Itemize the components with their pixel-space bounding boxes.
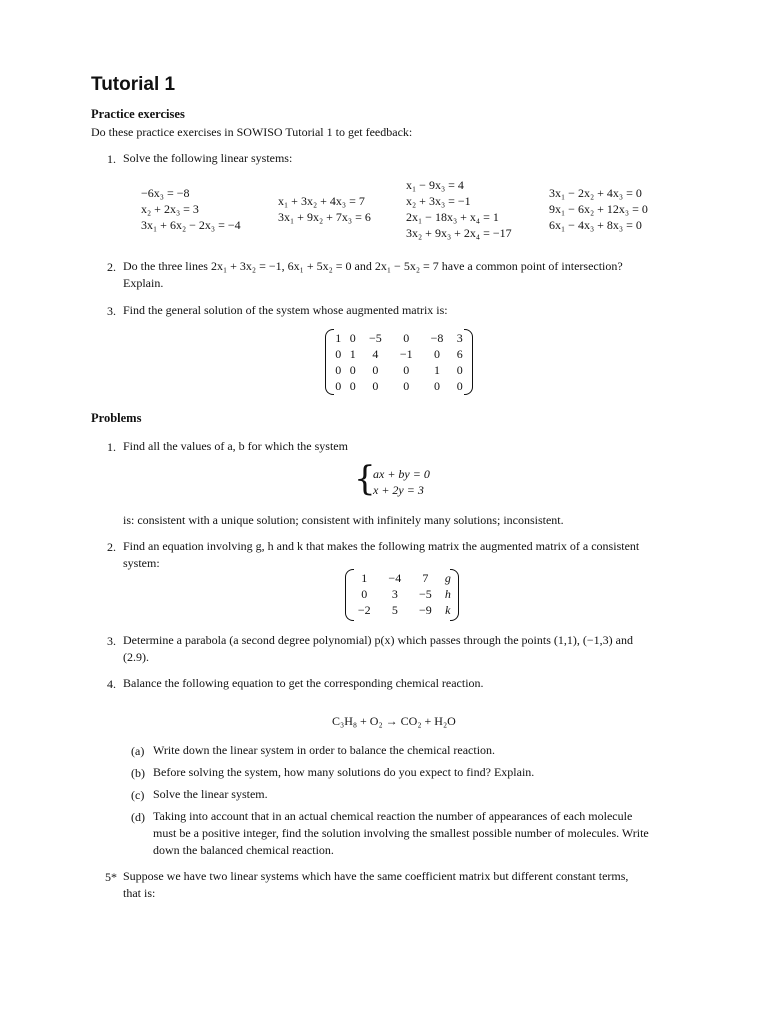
equation: x + 2y = 3: [373, 483, 424, 497]
matrix-cell: 1: [434, 363, 441, 377]
sub-label: (b): [131, 766, 145, 780]
problem-text-after: is: consistent with a unique solution; consistent with infinitely many solutions; inconsistent.: [123, 513, 564, 527]
sub-text: Write down the linear system in order to balance the chemical reaction.: [153, 743, 496, 757]
matrix-cell: 0: [349, 331, 356, 345]
matrix-cell: −8: [430, 331, 444, 345]
matrix-cell: h: [444, 587, 451, 601]
matrix-cell: 0: [349, 379, 356, 393]
practice-item-text: Do the three lines 2x₁ + 3x₂ = −1, 6x₁ + 5x₂ = 0 and 2x₁ − 5x₂ = 7 have a common point of intersection?: [123, 259, 623, 273]
matrix-cell: 0: [335, 347, 342, 361]
sub-text: Taking into account that in an actual chemical reaction the number of appearances of each molecule: [153, 809, 633, 823]
matrix-cell: 0: [335, 379, 342, 393]
linear-system-b: [278, 193, 371, 225]
equation: 3x₁ − 2x₂ + 4x₃ = 0: [549, 186, 642, 200]
matrix-cell: 6: [456, 347, 463, 361]
equation: 9x₁ − 6x₂ + 12x₃ = 0: [549, 202, 648, 216]
practice-intro: Do these practice exercises in SOWISO Tutorial 1 to get feedback:: [91, 125, 413, 139]
matrix-cell: −5: [368, 331, 382, 345]
matrix-cell: 4: [372, 347, 379, 361]
sub-text: Solve the linear system.: [153, 787, 268, 801]
equation: x₂ + 2x₃ = 3: [141, 202, 199, 216]
equation: 3x₁ + 6x₂ − 2x₃ = −4: [141, 218, 241, 232]
linear-system-a: [141, 185, 241, 233]
equation: 3x₁ + 9x₂ + 7x₃ = 6: [278, 210, 371, 224]
practice-item-text: Solve the following linear systems:: [123, 151, 293, 165]
sub-label: (a): [131, 744, 145, 758]
practice-item-text: Find the general solution of the system whose augmented matrix is:: [123, 303, 448, 317]
matrix-cell: −1: [399, 347, 413, 361]
equation: ax + by = 0: [373, 467, 430, 481]
practice-item-number: 2.: [107, 260, 116, 274]
matrix-cell: 1: [335, 331, 342, 345]
sub-text: Before solving the system, how many solutions do you expect to find? Explain.: [153, 765, 535, 779]
system-brace: {: [354, 459, 376, 499]
matrix-cell: 0: [434, 379, 441, 393]
sub-text-cont: must be a positive integer, find the solution involving the smallest possible number of molecules. Write: [153, 826, 649, 840]
problem-number: 5*: [105, 870, 117, 884]
problem-number: 1.: [107, 440, 116, 454]
matrix-cell: 0: [456, 379, 463, 393]
equation: x₁ − 9x₃ = 4: [406, 178, 464, 192]
problem-text: Find an equation involving g, h and k that makes the following matrix the augmented matrix of a consistent: [123, 539, 640, 553]
matrix-cell: 0: [372, 379, 379, 393]
matrix-cell: 7: [422, 571, 429, 585]
linear-system-d: [549, 185, 648, 233]
sub-label: (d): [131, 810, 145, 824]
matrix-cell: 1: [349, 347, 356, 361]
problem-text-cont: that is:: [123, 886, 156, 900]
equation: x₂ + 3x₃ = −1: [406, 194, 471, 208]
problem-text: Suppose we have two linear systems which have the same coefficient matrix but different constant terms,: [123, 869, 629, 883]
problem-system: [373, 466, 430, 498]
matrix-cell: 0: [434, 347, 441, 361]
matrix-cell: 3: [391, 587, 398, 601]
equation: 3x₂ + 9x₃ + 2x₄ = −17: [406, 226, 512, 240]
matrix-cell: 0: [456, 363, 463, 377]
practice-item-number: 3.: [107, 304, 116, 318]
problem-text-cont: (2.9).: [123, 650, 149, 664]
equation: x₁ + 3x₂ + 4x₃ = 7: [278, 194, 365, 208]
equation: 6x₁ − 4x₃ + 8x₃ = 0: [549, 218, 642, 232]
matrix-cell: 0: [403, 379, 410, 393]
consistency-matrix: [345, 569, 459, 621]
matrix-cell: 0: [403, 331, 410, 345]
matrix-cell: 1: [361, 571, 368, 585]
equation: −6x₃ = −8: [141, 186, 190, 200]
page-title: Tutorial 1: [91, 74, 176, 95]
matrix-cell: 0: [349, 363, 356, 377]
sub-label: (c): [131, 788, 145, 802]
matrix-cell: 5: [391, 603, 398, 617]
practice-item-text-cont: Explain.: [123, 276, 164, 290]
problem-text-cont: system:: [123, 556, 160, 570]
problem-number: 3.: [107, 634, 116, 648]
matrix-cell: 0: [335, 363, 342, 377]
matrix-cell: k: [445, 603, 451, 617]
matrix-cell: −4: [388, 571, 402, 585]
augmented-matrix: [325, 329, 473, 395]
practice-item-number: 1.: [107, 152, 116, 166]
matrix-cell: 0: [361, 587, 368, 601]
matrix-cell: 0: [403, 363, 410, 377]
problem-text: Balance the following equation to get the corresponding chemical reaction.: [123, 676, 484, 690]
linear-system-c: [406, 177, 512, 241]
matrix-grid: [331, 330, 467, 394]
sub-text-cont: down the balanced chemical reaction.: [153, 843, 334, 857]
equation: 2x₁ − 18x₃ + x₄ = 1: [406, 210, 499, 224]
matrix-grid: [349, 570, 455, 618]
practice-heading: Practice exercises: [91, 107, 185, 121]
problem-text: Determine a parabola (a second degree polynomial) p(x) which passes through the points (1,1), (−1,3) and: [123, 633, 633, 647]
problem-number: 2.: [107, 540, 116, 554]
problem-text: Find all the values of a, b for which the system: [123, 439, 348, 453]
matrix-cell: g: [444, 571, 451, 585]
problem-number: 4.: [107, 677, 116, 691]
matrix-cell: −2: [357, 603, 371, 617]
matrix-cell: 3: [456, 331, 463, 345]
matrix-cell: −5: [418, 587, 432, 601]
chemical-reaction: C₃H₈ + O₂ → CO₂ + H₂O: [332, 714, 456, 728]
matrix-cell: −9: [418, 603, 432, 617]
matrix-cell: 0: [372, 363, 379, 377]
problems-heading: Problems: [91, 411, 142, 425]
